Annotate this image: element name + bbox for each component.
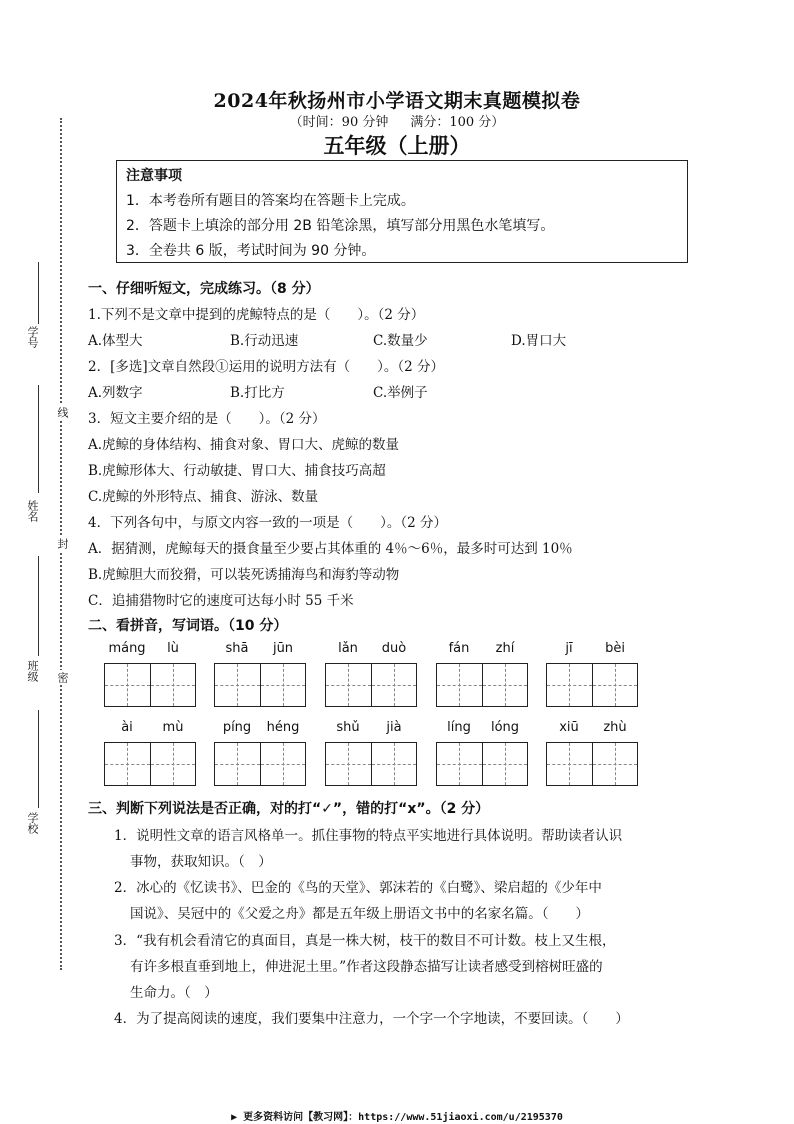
pinyin-syllable: lóng <box>490 720 520 735</box>
writing-grid[interactable] <box>436 742 528 786</box>
writing-grid[interactable] <box>214 663 306 707</box>
class-label: 班级 <box>26 660 39 682</box>
judgement-item-continued: 有许多根直垂到地上，伸进泥土里。”作者这段静态描写让读者感受到榕树旺盛的 <box>130 959 603 975</box>
footer-link[interactable]: ▶ 更多资料访问【教习网】：https://www.51jiaoxi.com/u/2195370 <box>231 1112 563 1123</box>
pinyin-word-box <box>104 720 196 786</box>
seal-mark-feng: 封 <box>56 538 69 549</box>
pinyin-syllable: zhí <box>495 641 515 656</box>
notice-box <box>116 160 688 263</box>
judgement-item: 3．“我有机会看清它的真面目，真是一株大树，枝干的数目不可计数。枝上又生根， <box>114 933 616 949</box>
pinyin-syllable: shā <box>225 641 249 656</box>
q1-option-b: B.行动迅速 <box>230 333 299 349</box>
writing-grid[interactable] <box>546 742 638 786</box>
name-label: 姓名 <box>26 500 39 522</box>
pinyin-syllable: bèi <box>605 641 625 656</box>
q3-option-b: B.虎鲸形体大、行动敏捷、胃口大、捕食技巧高超 <box>88 463 386 479</box>
q4-option-a: A．据猜测，虎鲸每天的摄食量至少要占其体重的 4％～6％，最多时可达到 10％ <box>88 541 573 557</box>
judgement-item: 2．冰心的《忆读书》、巴金的《鸟的天堂》、郭沫若的《白鹭》、梁启超的《少年中 <box>114 880 602 896</box>
writing-grid[interactable] <box>104 742 196 786</box>
pinyin-word-box <box>214 641 306 707</box>
pinyin-word-box <box>325 720 417 786</box>
pinyin-syllable: jī <box>565 641 573 656</box>
q1-option-a: A.体型大 <box>88 333 143 349</box>
grade-title: 五年级（上册） <box>323 133 471 158</box>
seal-mark-xian: 线 <box>56 407 69 418</box>
section1-title: 一、仔细听短文，完成练习。（8 分） <box>88 281 320 297</box>
pinyin-syllable: zhù <box>603 720 627 735</box>
section3-title: 三、判断下列说法是否正确，对的打“✓”，错的打“x”。（2 分） <box>88 801 490 817</box>
pinyin-syllable: jià <box>386 720 402 735</box>
q4-option-b: B.虎鲸胆大而狡猾，可以装死诱捕海鸟和海豹等动物 <box>88 567 400 583</box>
student-id-label: 学号 <box>26 326 39 348</box>
exam-time-score <box>0 111 794 130</box>
q2-option-c: C.举例子 <box>373 385 428 401</box>
judgement-item-continued: 事物，获取知识。（ ） <box>130 854 272 870</box>
pinyin-syllable: héng <box>266 720 300 735</box>
pinyin-syllable: lù <box>167 641 179 656</box>
q2-stem: 2．[多选]文章自然段①运用的说明方法有（ ）。（2 分） <box>88 359 445 375</box>
section2-title: 二、看拼音，写词语。（10 分） <box>88 618 288 634</box>
q3-option-c: C.虎鲸的外形特点、捕食、游泳、数量 <box>88 489 319 505</box>
q4-option-c: C．追捕猎物时它的速度可达每小时 55 千米 <box>88 593 354 609</box>
pinyin-syllable: ài <box>121 720 133 735</box>
q3-option-a: A.虎鲸的身体结构、捕食对象、胃口大、虎鲸的数量 <box>88 437 400 453</box>
notice-item: 1．本考卷所有题目的答案均在答题卡上完成。 <box>126 193 415 209</box>
pinyin-word-box <box>214 720 306 786</box>
writing-grid[interactable] <box>546 663 638 707</box>
pinyin-word-box <box>104 641 196 707</box>
q4-stem: 4．下列各句中，与原文内容一致的一项是（ ）。（2 分） <box>88 515 447 531</box>
q2-option-a: A.列数字 <box>88 385 143 401</box>
pinyin-word-box <box>546 641 638 707</box>
pinyin-word-box <box>325 641 417 707</box>
exam-score: 满分：100 分） <box>410 115 505 130</box>
pinyin-syllable: mù <box>162 720 184 735</box>
school-line <box>38 710 39 808</box>
q3-stem: 3．短文主要介绍的是（ ）。（2 分） <box>88 411 326 427</box>
writing-grid[interactable] <box>104 663 196 707</box>
pinyin-syllable: máng <box>108 641 146 656</box>
pinyin-syllable: lǎn <box>338 641 358 656</box>
judgement-item: 4．为了提高阅读的速度，我们要集中注意力，一个字一个字地读，不要回读。（ ） <box>114 1011 629 1027</box>
writing-grid[interactable] <box>325 742 417 786</box>
pinyin-syllable: jūn <box>272 641 294 656</box>
notice-title: 注意事项 <box>126 168 182 184</box>
writing-grid[interactable] <box>214 742 306 786</box>
q2-option-b: B.打比方 <box>230 385 285 401</box>
q1-option-c: C.数量少 <box>373 333 428 349</box>
pinyin-syllable: xiū <box>559 720 579 735</box>
notice-item: 3．全卷共 6 版，考试时间为 90 分钟。 <box>126 243 376 259</box>
exam-time: （时间：90 分钟 <box>289 115 389 130</box>
class-line <box>38 556 39 656</box>
q1-option-d: D.胃口大 <box>511 333 567 349</box>
writing-grid[interactable] <box>436 663 528 707</box>
name-line <box>38 385 39 493</box>
judgement-item-continued: 生命力。（ ） <box>130 985 218 1001</box>
pinyin-word-box <box>546 720 638 786</box>
judgement-item: 1．说明性文章的语言风格单一。抓住事物的特点平实地进行具体说明。帮助读者认识 <box>114 828 623 844</box>
page-title: 2024年秋扬州市小学语文期末真题模拟卷 <box>213 90 581 112</box>
pinyin-syllable: duò <box>381 641 407 656</box>
pinyin-word-box <box>436 720 528 786</box>
pinyin-syllable: shǔ <box>336 720 360 735</box>
q1-stem: 1.下列不是文章中提到的虎鲸特点的是（ ）。（2 分） <box>88 307 425 323</box>
pinyin-syllable: píng <box>222 720 252 735</box>
pinyin-syllable: fán <box>448 641 470 656</box>
school-label: 学校 <box>26 812 39 834</box>
writing-grid[interactable] <box>325 663 417 707</box>
judgement-item-continued: 国说》、吴冠中的《父爱之舟》都是五年级上册语文书中的名家名篇。（ ） <box>130 906 589 922</box>
pinyin-word-box <box>436 641 528 707</box>
pinyin-syllable: líng <box>447 720 471 735</box>
notice-item: 2．答题卡上填涂的部分用 2B 铅笔涂黑，填写部分用黑色水笔填写。 <box>126 218 555 234</box>
seal-mark-mi: 密 <box>56 672 69 683</box>
student-id-line <box>38 262 39 324</box>
